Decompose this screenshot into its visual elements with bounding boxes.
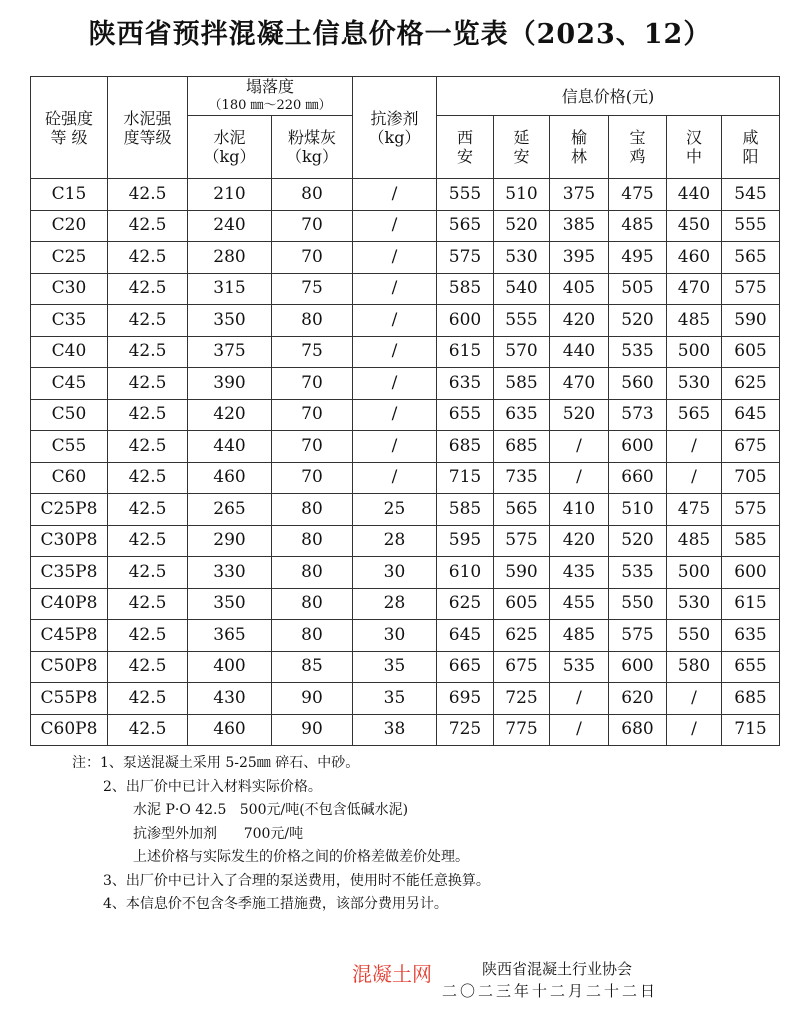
table-cell: 520	[609, 305, 667, 337]
table-cell: 585	[437, 494, 494, 526]
table-cell: 675	[722, 431, 780, 463]
table-row	[31, 305, 780, 337]
table-cell: 600	[722, 557, 780, 589]
table-cell: 210	[188, 179, 272, 211]
table-cell: 575	[609, 620, 667, 652]
table-cell: 90	[272, 714, 353, 746]
table-cell: 485	[667, 525, 722, 557]
note-line: 水泥 P·O 42.5 500元/吨(不包含低碱水泥)	[133, 802, 409, 818]
table-cell: 510	[494, 179, 550, 211]
table-cell: 42.5	[108, 336, 188, 368]
table-cell: 530	[667, 588, 722, 620]
table-cell: /	[550, 462, 609, 494]
table-cell: /	[353, 399, 437, 431]
table-cell: 625	[437, 588, 494, 620]
table-cell: 30	[353, 620, 437, 652]
header-city: 榆 林	[550, 116, 609, 179]
table-cell: 42.5	[108, 242, 188, 274]
table-row	[31, 462, 780, 494]
table-row	[31, 399, 780, 431]
table-cell: 535	[609, 557, 667, 589]
table-cell: 550	[667, 620, 722, 652]
table-cell: 695	[437, 683, 494, 715]
table-cell: /	[667, 431, 722, 463]
table-cell: 375	[550, 179, 609, 211]
table-cell: /	[353, 431, 437, 463]
table-cell: 42.5	[108, 651, 188, 683]
table-row	[31, 368, 780, 400]
table-cell: 485	[550, 620, 609, 652]
table-cell: 475	[667, 494, 722, 526]
table-cell: 80	[272, 588, 353, 620]
table-cell: 635	[722, 620, 780, 652]
table-cell: C15	[31, 179, 108, 211]
table-cell: 460	[188, 714, 272, 746]
table-row	[31, 620, 780, 652]
table-cell: 615	[722, 588, 780, 620]
table-cell: /	[667, 683, 722, 715]
table-cell: 75	[272, 273, 353, 305]
table-cell: 685	[494, 431, 550, 463]
table-cell: 395	[550, 242, 609, 274]
table-cell: 405	[550, 273, 609, 305]
table-cell: 42.5	[108, 588, 188, 620]
table-cell: 420	[188, 399, 272, 431]
table-cell: 42.5	[108, 462, 188, 494]
table-cell: /	[550, 683, 609, 715]
table-cell: 42.5	[108, 179, 188, 211]
header-admixture: 抗渗剂 （kg）	[353, 77, 437, 179]
table-cell: 38	[353, 714, 437, 746]
header-cement-grade: 水泥强 度等级	[108, 77, 188, 179]
price-table	[30, 76, 780, 746]
table-cell: 75	[272, 336, 353, 368]
table-cell: 365	[188, 620, 272, 652]
table-cell: 520	[550, 399, 609, 431]
table-cell: 505	[609, 273, 667, 305]
table-cell: 35	[353, 651, 437, 683]
table-cell: /	[353, 368, 437, 400]
table-cell: 80	[272, 557, 353, 589]
header-city: 西 安	[437, 116, 494, 179]
table-cell: /	[353, 273, 437, 305]
table-cell: 660	[609, 462, 667, 494]
table-cell: 42.5	[108, 620, 188, 652]
table-cell: 540	[494, 273, 550, 305]
table-cell: 600	[437, 305, 494, 337]
table-cell: 615	[437, 336, 494, 368]
table-cell: 645	[437, 620, 494, 652]
table-cell: 555	[494, 305, 550, 337]
note-line: 上述价格与实际发生的价格之间的价格差做差价处理。	[133, 849, 469, 865]
issue-date: 二〇二三年十二月二十二日	[442, 982, 659, 1000]
table-cell: C55P8	[31, 683, 108, 715]
table-cell: 42.5	[108, 525, 188, 557]
table-cell: 315	[188, 273, 272, 305]
note-line: 注：1、泵送混凝土采用 5-25㎜ 碎石、中砂。	[72, 755, 360, 771]
table-cell: /	[667, 462, 722, 494]
table-cell: 565	[494, 494, 550, 526]
table-cell: 485	[609, 210, 667, 242]
table-cell: 565	[437, 210, 494, 242]
table-cell: 570	[494, 336, 550, 368]
table-cell: 350	[188, 305, 272, 337]
table-cell: 573	[609, 399, 667, 431]
table-row	[31, 431, 780, 463]
table-cell: 470	[550, 368, 609, 400]
table-cell: 575	[722, 273, 780, 305]
table-cell: 655	[437, 399, 494, 431]
table-cell: 400	[188, 651, 272, 683]
table-cell: 715	[437, 462, 494, 494]
table-cell: C35	[31, 305, 108, 337]
table-cell: 390	[188, 368, 272, 400]
header-city: 汉 中	[667, 116, 722, 179]
table-cell: 440	[667, 179, 722, 211]
table-cell: 350	[188, 588, 272, 620]
table-cell: 450	[667, 210, 722, 242]
table-cell: 420	[550, 305, 609, 337]
table-cell: /	[353, 179, 437, 211]
table-cell: C45P8	[31, 620, 108, 652]
table-cell: /	[353, 210, 437, 242]
table-cell: 725	[494, 683, 550, 715]
table-cell: 42.5	[108, 557, 188, 589]
table-row	[31, 210, 780, 242]
table-cell: 485	[667, 305, 722, 337]
table-cell: 530	[494, 242, 550, 274]
table-cell: 655	[722, 651, 780, 683]
table-cell: 265	[188, 494, 272, 526]
table-cell: 600	[609, 431, 667, 463]
table-cell: 35	[353, 683, 437, 715]
table-cell: 80	[272, 620, 353, 652]
table-cell: 42.5	[108, 714, 188, 746]
table-cell: 600	[609, 651, 667, 683]
table-cell: /	[353, 305, 437, 337]
table-cell: 530	[667, 368, 722, 400]
table-cell: 435	[550, 557, 609, 589]
table-cell: 685	[437, 431, 494, 463]
table-row	[31, 714, 780, 746]
table-cell: 625	[722, 368, 780, 400]
table-cell: 590	[494, 557, 550, 589]
table-cell: 545	[722, 179, 780, 211]
table-cell: 535	[609, 336, 667, 368]
table-cell: 42.5	[108, 399, 188, 431]
table-cell: 440	[550, 336, 609, 368]
table-cell: /	[353, 242, 437, 274]
table-cell: 42.5	[108, 305, 188, 337]
table-cell: 585	[437, 273, 494, 305]
table-cell: 460	[188, 462, 272, 494]
table-cell: 28	[353, 525, 437, 557]
table-cell: 70	[272, 368, 353, 400]
table-cell: C40P8	[31, 588, 108, 620]
table-cell: 575	[437, 242, 494, 274]
note-line: 抗渗型外加剂 700元/吨	[133, 825, 304, 842]
table-cell: 80	[272, 494, 353, 526]
table-cell: 595	[437, 525, 494, 557]
table-cell: 420	[550, 525, 609, 557]
table-cell: 585	[494, 368, 550, 400]
table-cell: 500	[667, 336, 722, 368]
table-cell: 70	[272, 462, 353, 494]
table-cell: C25P8	[31, 494, 108, 526]
table-cell: 25	[353, 494, 437, 526]
table-row	[31, 557, 780, 589]
table-cell: 590	[722, 305, 780, 337]
table-row	[31, 242, 780, 274]
table-row	[31, 179, 780, 211]
table-cell: C60P8	[31, 714, 108, 746]
table-cell: 665	[437, 651, 494, 683]
table-cell: 500	[667, 557, 722, 589]
table-cell: 42.5	[108, 431, 188, 463]
table-cell: C45	[31, 368, 108, 400]
table-cell: 565	[667, 399, 722, 431]
note-line: 3、出厂价中已计入了合理的泵送费用，使用时不能任意换算。	[103, 872, 490, 889]
table-cell: C55	[31, 431, 108, 463]
header-price: 信息价格(元)	[437, 77, 780, 116]
watermark-logo: 混凝土网	[352, 962, 432, 986]
table-cell: 80	[272, 305, 353, 337]
header-cement: 水泥 （kg）	[188, 116, 272, 179]
table-cell: C30	[31, 273, 108, 305]
table-cell: 520	[494, 210, 550, 242]
table-cell: 70	[272, 399, 353, 431]
table-cell: 510	[609, 494, 667, 526]
table-cell: C50	[31, 399, 108, 431]
table-cell: 775	[494, 714, 550, 746]
table-cell: C50P8	[31, 651, 108, 683]
table-cell: 42.5	[108, 494, 188, 526]
table-cell: 30	[353, 557, 437, 589]
header-grade: 砼强度 等 级	[31, 77, 108, 179]
table-cell: 42.5	[108, 368, 188, 400]
table-cell: C60	[31, 462, 108, 494]
table-cell: 475	[609, 179, 667, 211]
table-cell: 42.5	[108, 683, 188, 715]
organization: 陕西省混凝土行业协会	[482, 960, 633, 978]
table-cell: /	[353, 462, 437, 494]
table-cell: 455	[550, 588, 609, 620]
table-cell: 460	[667, 242, 722, 274]
table-row	[31, 336, 780, 368]
table-cell: 565	[722, 242, 780, 274]
table-cell: 585	[722, 525, 780, 557]
table-cell: 715	[722, 714, 780, 746]
table-cell: 575	[494, 525, 550, 557]
table-cell: 520	[609, 525, 667, 557]
table-cell: /	[550, 431, 609, 463]
table-cell: 70	[272, 431, 353, 463]
page-title: 陕西省预拌混凝土信息价格一览表（2023、12）	[88, 19, 712, 50]
table-cell: 735	[494, 462, 550, 494]
table-cell: C30P8	[31, 525, 108, 557]
table-cell: 28	[353, 588, 437, 620]
table-cell: 680	[609, 714, 667, 746]
table-cell: C35P8	[31, 557, 108, 589]
table-cell: 625	[494, 620, 550, 652]
table-cell: 705	[722, 462, 780, 494]
table-row	[31, 273, 780, 305]
table-cell: 645	[722, 399, 780, 431]
table-cell: 560	[609, 368, 667, 400]
table-cell: 555	[437, 179, 494, 211]
table-cell: 610	[437, 557, 494, 589]
table-cell: 550	[609, 588, 667, 620]
table-cell: 70	[272, 210, 353, 242]
table-cell: 675	[494, 651, 550, 683]
table-cell: /	[667, 714, 722, 746]
table-cell: 575	[722, 494, 780, 526]
table-row	[31, 525, 780, 557]
table-row	[31, 494, 780, 526]
table-cell: 85	[272, 651, 353, 683]
table-cell: 440	[188, 431, 272, 463]
table-cell: /	[353, 336, 437, 368]
table-cell: 80	[272, 525, 353, 557]
table-cell: 330	[188, 557, 272, 589]
table-cell: 70	[272, 242, 353, 274]
table-cell: 470	[667, 273, 722, 305]
table-cell: 635	[437, 368, 494, 400]
table-cell: C40	[31, 336, 108, 368]
table-cell: 385	[550, 210, 609, 242]
note-line: 2、出厂价中已计入材料实际价格。	[103, 778, 322, 795]
table-cell: C25	[31, 242, 108, 274]
table-row	[31, 651, 780, 683]
table-row	[31, 683, 780, 715]
note-line: 4、本信息价不包含冬季施工措施费，该部分费用另计。	[103, 896, 448, 912]
table-cell: 555	[722, 210, 780, 242]
table-cell: 42.5	[108, 273, 188, 305]
table-cell: 375	[188, 336, 272, 368]
table-cell: 605	[494, 588, 550, 620]
table-cell: 430	[188, 683, 272, 715]
table-cell: 42.5	[108, 210, 188, 242]
table-cell: 240	[188, 210, 272, 242]
header-city: 延 安	[494, 116, 550, 179]
table-cell: 685	[722, 683, 780, 715]
table-cell: 90	[272, 683, 353, 715]
header-slump: 塌落度 （180 ㎜～220 ㎜）	[188, 77, 353, 116]
table-cell: 410	[550, 494, 609, 526]
table-cell: 290	[188, 525, 272, 557]
table-cell: 725	[437, 714, 494, 746]
table-cell: 620	[609, 683, 667, 715]
table-cell: 280	[188, 242, 272, 274]
header-city: 宝 鸡	[609, 116, 667, 179]
table-cell: C20	[31, 210, 108, 242]
table-cell: 80	[272, 179, 353, 211]
table-cell: 535	[550, 651, 609, 683]
notes	[72, 752, 490, 917]
table-cell: 605	[722, 336, 780, 368]
header-flyash: 粉煤灰 （kg）	[272, 116, 353, 179]
table-cell: 635	[494, 399, 550, 431]
table-cell: 580	[667, 651, 722, 683]
header-city: 咸 阳	[722, 116, 780, 179]
table-cell: 495	[609, 242, 667, 274]
table-cell: /	[550, 714, 609, 746]
table-row	[31, 588, 780, 620]
